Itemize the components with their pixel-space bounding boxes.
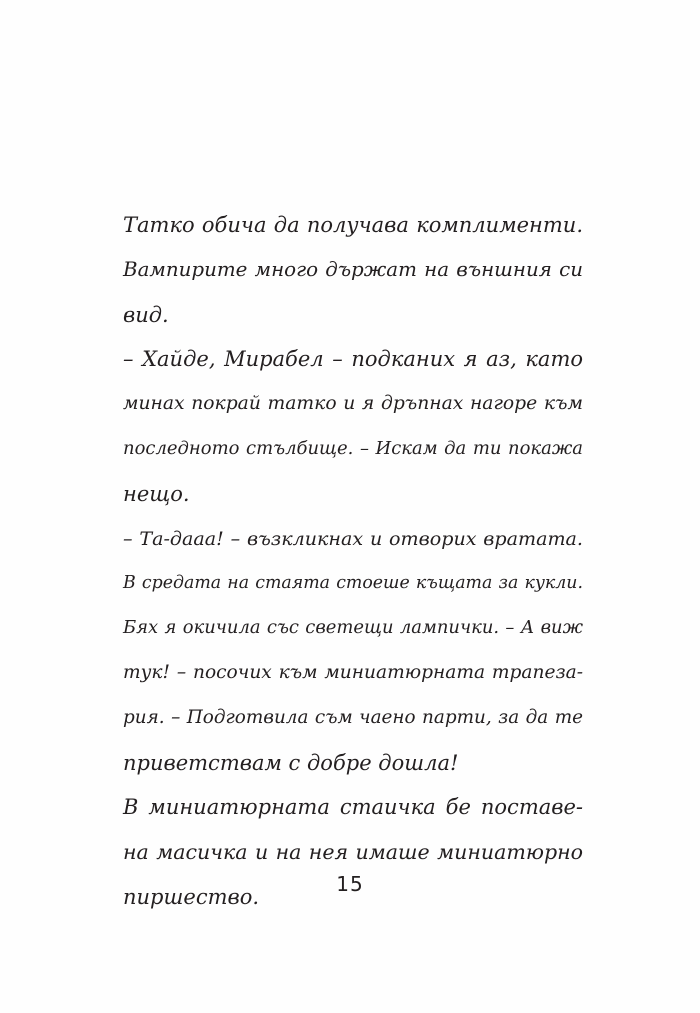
text-line-2: Вампирите много държат на външния си <box>123 257 583 281</box>
text-line-5: минах покрай татко и я дръпнах нагоре към <box>123 393 583 415</box>
text-line-10: Бях я окичила със светещи лампички. – А виж <box>123 617 583 639</box>
text-line-15: на масичка и на нея имаше миниатюрно <box>123 840 583 865</box>
text-line-13: приветствам с добре дошла! <box>123 750 459 775</box>
body-text <box>123 203 583 920</box>
text-line-14: В миниатюрната стаичка бе поставе- <box>123 795 583 820</box>
text-line-1: Татко обича да получава комплименти. <box>123 213 583 237</box>
text-line-9: В средата на стаята стоеше къщата за кукли. <box>123 573 583 594</box>
text-line-6: последното стълбище. – Искам да ти покажа <box>123 437 583 459</box>
text-line-8: – Та-дааа! – възкликнах и отворих вратата. <box>123 527 583 550</box>
text-line-11: тук! – посочих към миниатюрната трапеза- <box>123 661 583 683</box>
text-line-4: – Хайде, Мирабел – подканих я аз, като <box>123 347 583 372</box>
text-line-16: пиршество. <box>123 884 260 909</box>
text-line-12: рия. – Подготвила съм чаено парти, за да те <box>123 706 583 728</box>
page-number: 15 <box>336 872 364 896</box>
text-line-3: вид. <box>123 302 169 327</box>
text-line-7: нещо. <box>123 481 190 506</box>
